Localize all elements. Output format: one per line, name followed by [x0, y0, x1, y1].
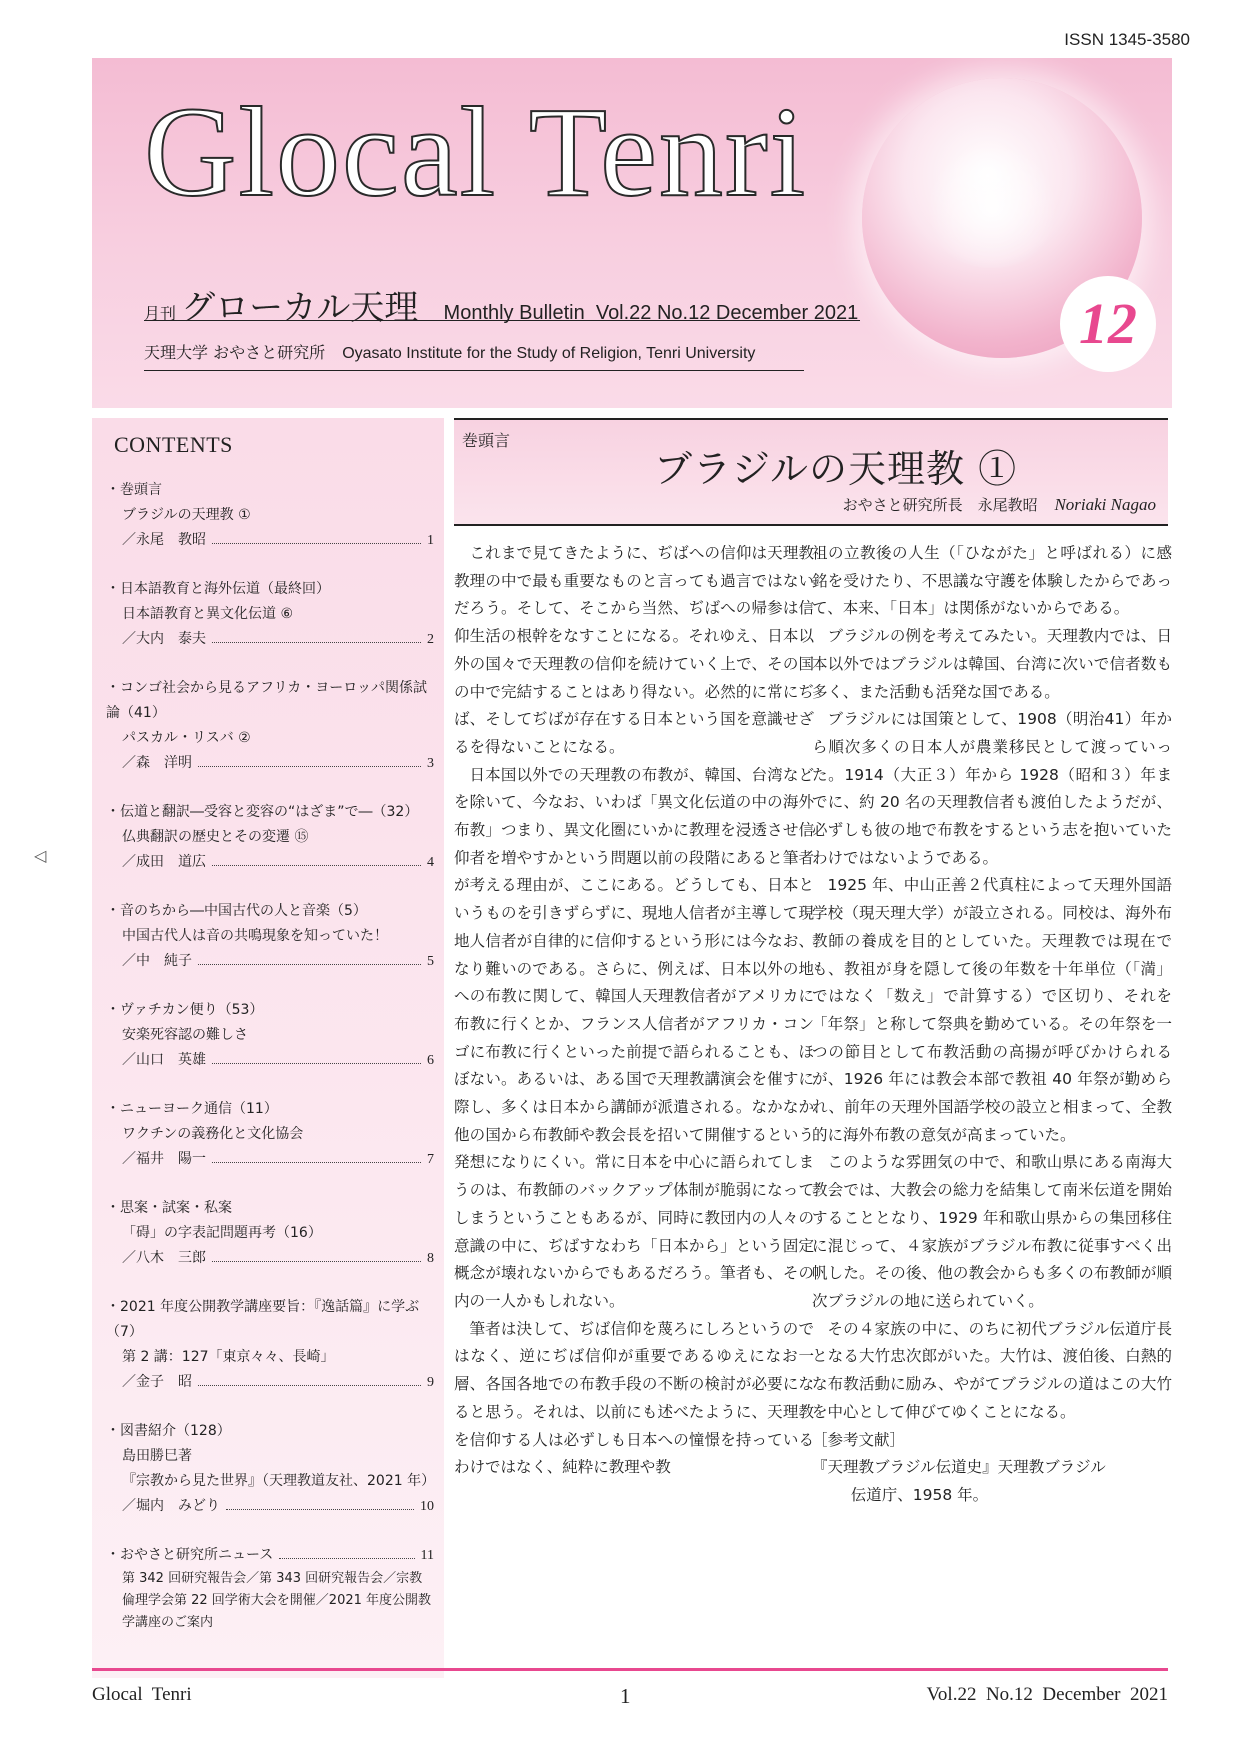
- masthead-title: Glocal Tenri: [144, 81, 808, 223]
- toc-author-row: [106, 528, 434, 553]
- toc-author: ／山口 英雄: [122, 1052, 206, 1068]
- contents-panel: [92, 418, 444, 1678]
- toc-item[interactable]: [106, 998, 434, 1073]
- toc-page: 8: [427, 1251, 434, 1266]
- toc-item[interactable]: [106, 1097, 434, 1172]
- toc-page: 6: [427, 1053, 434, 1068]
- toc-page: 5: [427, 954, 434, 969]
- dot-leader: [212, 1161, 421, 1163]
- paragraph: ブラジルの例を考えてみたい。天理教内では、日本以外ではブラジルは韓国、台湾に次いで信者数も多く、また活動も活発な国である。: [812, 627, 1172, 701]
- toc-title: 日本語教育と異文化伝道 ⑥: [122, 606, 294, 622]
- dot-leader: [198, 963, 421, 965]
- toc-section: ・ 図書紹介（128）: [106, 1419, 434, 1444]
- dot-leader: [279, 1557, 414, 1559]
- institute-name-jp: 天理大学 おやさと研究所: [144, 343, 326, 362]
- toc-item[interactable]: [106, 1196, 434, 1271]
- reference-line: 伝道庁、1958 年。: [850, 1485, 989, 1504]
- toc-section: ・ 伝道と翻訳―受容と変容の“はざま”で―（32）: [106, 800, 434, 825]
- toc-title: 中国古代人は音の共鳴現象を知っていた！: [122, 928, 388, 944]
- paragraph: 祖の立教後の人生（「ひながた」と呼ばれる）に感銘を受けたり、不思議な守護を体験したからであって、本来、「日本」は関係がないからである。: [812, 544, 1172, 618]
- issn: ISSN 1345-3580: [1064, 30, 1190, 49]
- byline: [843, 494, 1156, 515]
- toc-section: ・ 思案・試案・私案: [106, 1196, 434, 1221]
- japanese-title: グローカル天理: [181, 288, 419, 328]
- toc-author: ／金子 昭: [122, 1374, 192, 1390]
- footer-title: Glocal Tenri: [92, 1684, 192, 1705]
- page-number: 1: [620, 1684, 631, 1708]
- toc-item[interactable]: [106, 800, 434, 875]
- paragraph: 日本国以外での天理教の布教が、韓国、台湾などを除いて、今なお、いわば「異文化伝道の中の海外布教」つまり、異文化圏にいかに教理を浸透させ信仰者を増やすかという問題以前の段階にあると筆者が考える理由が、ここにある。どうしても、日本というものを引きずらずに、現地人信者が主導して現地人信者が自律的に信仰するという形には今なお、なり難いのである。さらに、例えば、日本以外の地への布教に関して、韓国人天理教信者がアメリカに布教に行くとか、フランス人信者がアフリカ・コンゴに布教に行くといった前提で語られることも、ほぼない。あるいは、ある国で天理教講演会を催すに際し、多くは日本から講師が派遣される。なかなか他の国から布教師や教会長を招いて開催するという発想になりにくい。常に日本を中心に語られてしまうのは、布教師のバックアップ体制が脆弱になってしまうということもあるが、同時に教団内の人々の意識の中に、ぢばすなわち「日本から」という固定概念が壊れないからでもあるだろう。筆者も、その内の一人かもしれない。: [454, 765, 814, 1310]
- toc-section: ・ おやさと研究所ニュース: [106, 1543, 273, 1568]
- toc-page: 11: [420, 1548, 434, 1563]
- toc-author-row: [106, 949, 434, 974]
- dot-leader: [198, 765, 421, 767]
- references-heading: ［参考文献］: [812, 1430, 906, 1449]
- dot-leader: [212, 641, 421, 643]
- paragraph: 筆者は決して、ぢば信仰を蔑ろにしろというのではなく、逆にぢば信仰が重要であるゆえになお一層、各国各地での布教手段の不断の検討が必要になると思う。それは、以前にも述べたように、天理教を信仰する人は必ずしも日本への憧憬を持っているわけではなく、純粋に教理や教: [454, 1319, 814, 1477]
- header-banner: [92, 58, 1172, 408]
- paragraph: これまで見てきたように、ぢばへの信仰は天理教教理の中で最も重要なものと言っても過言ではないだろう。そして、そこから当然、ぢばへの帰参は信仰生活の根幹をなすことになる。それゆえ、日本以外の国々で天理教の信仰を続けていく上で、その国の中で完結することはあり得ない。必然的に常にぢば、そしてぢばが存在する日本という国を意識せざるを得ないことになる。: [454, 544, 814, 756]
- article-label: 巻頭言: [462, 431, 511, 450]
- article-column-2: [812, 540, 1172, 1510]
- toc-item[interactable]: [106, 1419, 434, 1519]
- toc-author: ／森 洋明: [122, 755, 192, 771]
- issue-number-badge: 12: [1060, 276, 1156, 372]
- toc-item[interactable]: [106, 577, 434, 652]
- toc-page: 9: [427, 1375, 434, 1390]
- toc-section: ・ 2021 年度公開教学講座要旨：『逸話篇』に学ぶ（7）: [106, 1295, 434, 1345]
- toc-author-row: [106, 1048, 434, 1073]
- toc-page: 1: [427, 533, 434, 548]
- paragraph: ブラジルには国策として、1908（明治41）年から順次多くの日本人が農業移民として渡っていった。1914（大正３）年から 1928（昭和３）年までに、約 20 名の天理教信者も渡伯したようだが、必ずしも彼の地で布教をするという志を抱いていたわけではないようである。: [812, 710, 1172, 867]
- toc-author: ／大内 泰夫: [122, 631, 206, 647]
- toc-author-row: [106, 1147, 434, 1172]
- bulletin-line: [144, 280, 860, 328]
- toc-page: 3: [427, 756, 434, 771]
- left-triangle-icon: ◁: [34, 846, 47, 865]
- reference-line: 『天理教ブラジル伝道史』天理教ブラジル: [812, 1458, 1106, 1477]
- article-column-1: [454, 540, 814, 1482]
- contents-title: CONTENTS: [114, 432, 233, 457]
- dot-leader: [212, 1062, 421, 1064]
- toc-item[interactable]: [106, 1295, 434, 1395]
- monthly-label: 月刊: [144, 304, 177, 323]
- byline-en: Noriaki Nagao: [1054, 495, 1156, 514]
- toc-item[interactable]: [106, 1543, 434, 1634]
- dot-leader: [212, 1260, 421, 1262]
- toc-section: ・ ヴァチカン便り（53）: [106, 998, 434, 1023]
- paragraph: このような雰囲気の中で、和歌山県にある南海大教会では、大教会の総力を結集して南米伝道を開始することとなり、1929 年和歌山県からの集団移住に混じって、４家族がブラジル布教に従事すべく出帆した。その後、他の教会からも多くの布教師が順次ブラジルの地に送られていく。: [812, 1153, 1172, 1310]
- toc-author-row: [106, 1246, 434, 1271]
- toc-author-row: [106, 627, 434, 652]
- toc-author: ／永尾 教昭: [122, 532, 206, 548]
- toc-title: ブラジルの天理教 ①: [122, 507, 251, 523]
- toc-item[interactable]: [106, 899, 434, 974]
- toc-section: ・ ニューヨーク通信（11）: [106, 1097, 434, 1122]
- toc-list: [106, 478, 434, 1634]
- paragraph: 1925 年、中山正善２代真柱によって天理外国語学校（現天理大学）が設立される。同校は、海外布教師の養成を目的としていた。天理教では現在でも、教祖が身を隠して後の年数を十年単位（「満」ではなく「数え」で計算する）で区切り、それを「年祭」と称して祭典を勤めている。その年祭を一つの節目として布教活動の高揚が呼びかけられるが、1926 年には教会本部で教祖 40 年祭が勤められ、前年の天理外国語学校の設立と相まって、全教的に海外布教の意気が高まっていた。: [812, 876, 1172, 1144]
- toc-author: ／福井 陽一: [122, 1151, 206, 1167]
- dot-leader: [212, 542, 421, 544]
- paragraph: その４家族の中に、のちに初代ブラジル伝道庁長となる大竹忠次郎がいた。大竹は、渡伯後、白熱的な布教活動に励み、やがてブラジルの道はこの大竹を中心として伸びてゆくことになる。: [812, 1319, 1172, 1421]
- toc-author: ／成田 道広: [122, 854, 206, 870]
- byline-jp: おやさと研究所長 永尾教昭: [842, 496, 1038, 514]
- dot-leader: [212, 864, 421, 866]
- dot-leader: [226, 1508, 414, 1510]
- institute-name-en: Oyasato Institute for the Study of Religion, Tenri University: [342, 345, 756, 362]
- toc-title: ワクチンの義務化と文化協会: [122, 1126, 304, 1142]
- footer-rule: [92, 1668, 1168, 1671]
- article-title: ブラジルの天理教 ①: [654, 447, 1018, 491]
- toc-section-row: [106, 1543, 434, 1568]
- toc-title: 安楽死容認の難しさ: [122, 1027, 248, 1043]
- toc-title: 第 2 講：127「東京々々、長崎」: [122, 1349, 335, 1365]
- toc-author-row: [106, 850, 434, 875]
- toc-item[interactable]: [106, 478, 434, 553]
- toc-author-row: [106, 751, 434, 776]
- toc-author-row: [106, 1370, 434, 1395]
- toc-title: 仏典翻訳の歴史とその変遷 ⑮: [122, 829, 309, 845]
- article-header: [454, 418, 1168, 526]
- toc-page: 7: [427, 1152, 434, 1167]
- dot-leader: [198, 1384, 421, 1386]
- toc-section: ・ 音のちから―中国古代の人と音楽（5）: [106, 899, 434, 924]
- toc-page: 4: [427, 855, 434, 870]
- toc-title: パスカル・リスバ ②: [122, 730, 251, 746]
- toc-title: 「碍」の字表記問題再考（16）: [122, 1225, 322, 1241]
- footer-issue: Vol.22 No.12 December 2021: [926, 1684, 1168, 1705]
- toc-author-row: [106, 1494, 434, 1519]
- toc-author: ／堀内 みどり: [122, 1498, 220, 1514]
- toc-author: ／八木 三郎: [122, 1250, 206, 1266]
- toc-title: 島田勝巳著: [122, 1448, 192, 1464]
- institute-line: [144, 340, 804, 371]
- toc-note: 第 342 回研究報告会／第 343 回研究報告会／宗教倫理学会第 22 回学術大会を開催／2021 年度公開教学講座のご案内: [122, 1571, 432, 1630]
- bulletin-info: Monthly Bulletin Vol.22 No.12 December 2021: [443, 302, 859, 324]
- toc-page: 10: [420, 1499, 434, 1514]
- toc-author: ／中 純子: [122, 953, 192, 969]
- toc-section: ・ 日本語教育と海外伝道（最終回）: [106, 577, 434, 602]
- toc-section: ・ コンゴ社会から見るアフリカ・ヨーロッパ関係試論（41）: [106, 676, 434, 726]
- toc-page: 2: [427, 632, 434, 647]
- toc-item[interactable]: [106, 676, 434, 776]
- toc-title-line2: 『宗教から見た世界』（天理教道友社、2021 年）: [122, 1473, 436, 1489]
- toc-section: ・ 巻頭言: [106, 478, 434, 503]
